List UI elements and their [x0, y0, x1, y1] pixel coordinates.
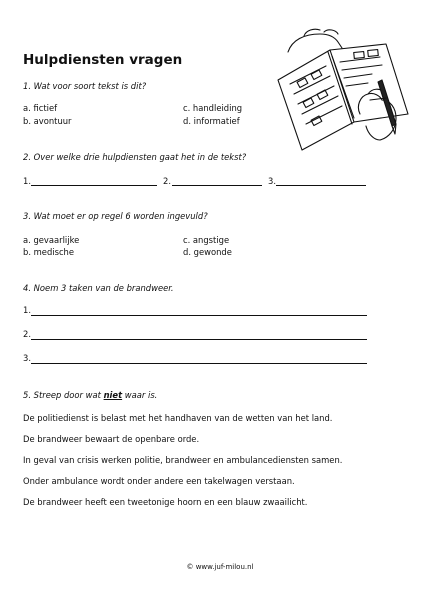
page-title: Hulpdiensten vragen — [23, 52, 183, 68]
q4-blank-3-label: 3. — [23, 353, 31, 363]
question-4: 4. Noem 3 taken van de brandweer. — [23, 283, 174, 293]
q3-option-d: d. gewonde — [183, 247, 232, 257]
question-1: 1. Wat voor soort tekst is dit? — [23, 81, 147, 91]
q2-answer-line-2[interactable] — [172, 185, 262, 186]
q3-option-c: c. angstige — [183, 235, 230, 245]
q4-answer-line-2[interactable] — [31, 339, 367, 340]
q1-option-b: b. avontuur — [23, 116, 72, 126]
q2-blank-3-label: 3. — [268, 176, 276, 186]
q4-blank-1-label: 1. — [23, 305, 31, 315]
question-2: 2. Over welke drie hulpdiensten gaat het in de tekst? — [23, 152, 247, 162]
q2-blank-2-label: 2. — [163, 176, 171, 186]
q1-option-a: a. fictief — [23, 103, 58, 113]
statement-2[interactable]: De brandweer bewaart de openbare orde. — [23, 434, 200, 444]
statement-5[interactable]: De brandweer heeft een tweetonige hoorn en een blauw zwaailicht. — [23, 497, 308, 507]
booklet-writing-illustration — [268, 22, 418, 152]
question-3: 3. Wat moet er op regel 6 worden ingevuld? — [23, 211, 208, 221]
q4-answer-line-1[interactable] — [31, 315, 367, 316]
q1-option-c: c. handleiding — [183, 103, 243, 113]
statement-3[interactable]: In geval van crisis werken politie, brandweer en ambulancediensten samen. — [23, 455, 343, 465]
q1-option-d: d. informatief — [183, 116, 240, 126]
q2-blank-1-label: 1. — [23, 176, 31, 186]
question-5-post: waar is. — [122, 390, 158, 400]
q3-option-a: a. gevaarlijke — [23, 235, 80, 245]
q2-answer-line-3[interactable] — [276, 185, 366, 186]
q4-blank-2-label: 2. — [23, 329, 31, 339]
statement-1[interactable]: De politiedienst is belast met het handhaven van de wetten van het land. — [23, 413, 333, 423]
q4-answer-line-3[interactable] — [31, 363, 367, 364]
question-5-emphasis: niet — [103, 390, 123, 400]
statement-4[interactable]: Onder ambulance wordt onder andere een takelwagen verstaan. — [23, 476, 295, 486]
q2-answer-line-1[interactable] — [31, 185, 157, 186]
question-5 — [23, 390, 157, 400]
q3-option-b: b. medische — [23, 247, 75, 257]
copyright-footer: © www.juf-milou.nl — [186, 563, 254, 571]
question-5-pre: 5. Streep door wat — [23, 390, 104, 400]
